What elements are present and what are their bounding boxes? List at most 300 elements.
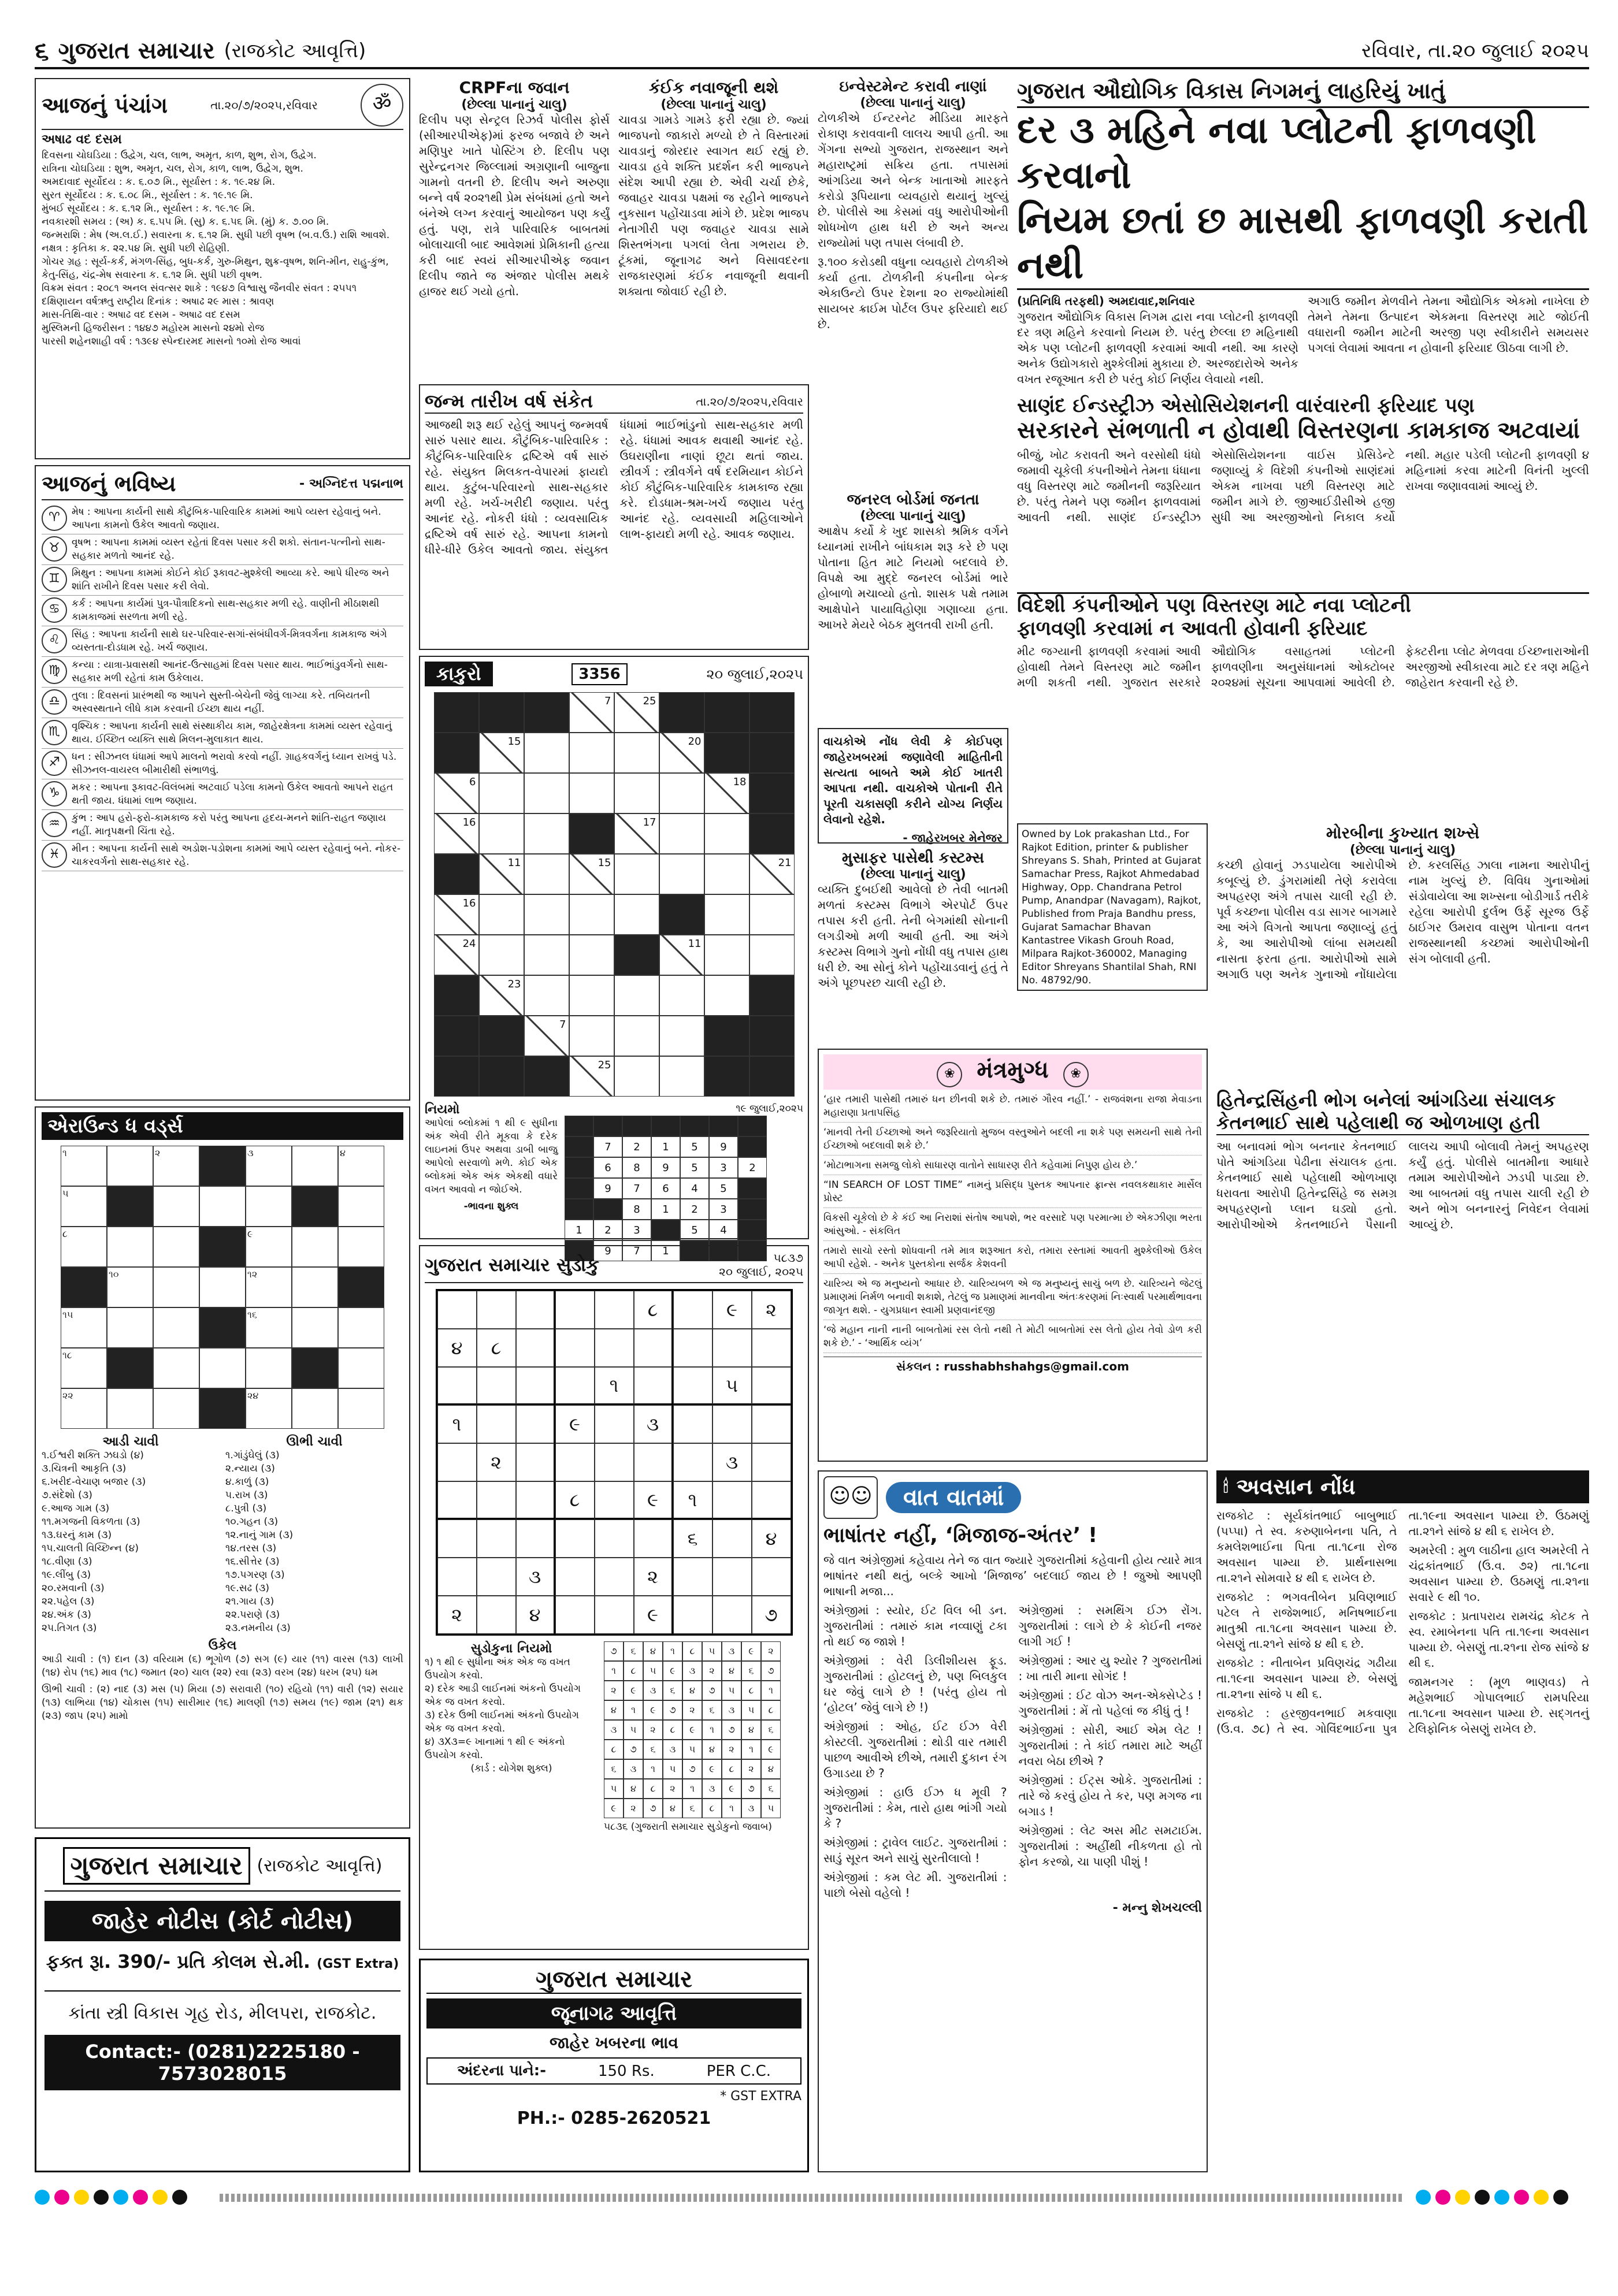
kakuro-block <box>614 935 659 975</box>
across-clue: ૨૦.રમવાની (૩) <box>42 1582 105 1594</box>
morbi-text: કચ્છી હોવાનું ઝડપાયેલા આરોપીએ કબૂલ્યું છે. ડુંગરામાંથી તેણે કરાવેલા અપહરણ અંગે તપાસ ચાલી રહી છે. પૂર્વ કચ્છના પોલીસ વડા સાગર બાગમારે આ અંગે વિગતો આપતા જણાવ્યું હતું કે, આ આરોપીઓ લાંબા સમયથી નાસતા ફરતા હતા. આરોપીઓ સામે અગાઉ પણ અનેક ગુનાઓ નોંધાયેલા છે. કરલસિંહ ઝાલા નામના આરોપીનું નામ ખુલ્યું છે. વિવિધ ગુનાઓમાં સંડોવાયેલા આ શખ્સના બોડીગાર્ડ તરીકે રહેલા આરોપી દુર્લભ ઉર્ફે સૂરજ ઉર્ફે ઠાઈગર ઉમરાવ વાસુભ પોતાના વતન રાજસ્થાનથી કચ્છમાં આરોપીઓની સંગ બોલાવી હતી. <box>1216 858 1589 981</box>
sudoku-cell <box>712 1329 752 1367</box>
sudoku-answer-cell: ૪ <box>663 1799 682 1818</box>
sudoku-answer-cell: ૭ <box>741 1779 761 1799</box>
kakuro-block <box>704 733 749 773</box>
kakuro-date: ૨૦ જુલાઈ,૨૦૨૫ <box>706 666 803 682</box>
rashi-icon: ♏ <box>42 720 67 745</box>
candle-icon: 🕯 <box>1223 1477 1229 1497</box>
kakuro-answer-block <box>565 1199 593 1220</box>
rashi-icon: ♎ <box>42 689 67 715</box>
vaat-dialog: અંગ્રેજીમાં : લેટ અસ મીટ સમટાઈમ. ગુજરાતીમાં : અહીંથી નીકળતા હો તો ફોન કરજો, ચા પાણી પીશું ! <box>1018 1823 1202 1868</box>
panchang-tithi: અષાઢ વદ દસમ <box>42 132 122 147</box>
kakuro-block <box>659 692 704 733</box>
lead-headline-1: દર ૩ મહિને નવા પ્લોટની ફાળવણી કરવાનો <box>1017 109 1537 197</box>
rashi-text: ધન : સીઝનલ ધંધામાં આપે માલનો ભરાવો કરવો નહીં. ગ્રાહકવર્ગનું ધ્યાન રાખવું પડે. સીઝનલ-વાયરલ બીમારીથી સંભાળવું. <box>72 751 397 776</box>
registration-dot <box>1416 2190 1431 2205</box>
kakuro-block <box>749 773 795 813</box>
sudoku-answer-cell: ૧ <box>722 1799 741 1818</box>
musafar-title: મુસાફર પાસેથી કસ્ટમ્સ <box>841 849 985 867</box>
sudoku-answer-cell: ૪ <box>702 1740 722 1759</box>
kakuro-cell <box>524 733 569 773</box>
sudoku-answer-cell: ૨ <box>722 1740 741 1759</box>
rashi-icon: ♐ <box>42 751 67 776</box>
ad-notice-title: જાહેર નોટીસ (કોર્ટ નોટીસ) <box>44 1901 400 1941</box>
sudoku-answer-cell: ૪ <box>722 1661 741 1681</box>
sudoku-cell <box>516 1291 555 1329</box>
kakuro-answer-cell: 1 <box>565 1220 593 1240</box>
registration-marks-right <box>1416 2190 1589 2207</box>
sudoku-cell <box>437 1367 477 1405</box>
vaat-dialog: અંગ્રેજીમાં : આર યુ શ્યોર ? ગુજરાતીમાં : ખા તારી માના સોગંદ ! <box>1018 1654 1202 1683</box>
kakuro-answer-block <box>738 1116 767 1136</box>
sudoku-cell <box>595 1519 634 1558</box>
rashi-row <box>42 718 403 749</box>
kakuro-clue: 11 <box>479 854 524 894</box>
edition-label: (રાજકોટ આવૃત્તિ) <box>224 39 366 62</box>
across-clue: ૭.સંદેશો (૩) <box>42 1489 92 1501</box>
sudoku-cell: ૯ <box>634 1596 673 1634</box>
court-notice-ad <box>35 1837 410 2172</box>
lead-kicker: ગુજરાત ઔદ્યોગિક વિકાસ નિગમનું લાહરિયું ખાતું <box>1017 78 1589 108</box>
ad-edition: (રાજકોટ આવૃત્તિ) <box>257 1856 383 1876</box>
rashi-row <box>42 534 403 565</box>
rashi-icon: ♍ <box>42 659 67 684</box>
kakuro-cell <box>479 813 524 854</box>
sudoku-cell <box>712 1558 752 1596</box>
crossword-cell <box>199 1348 246 1388</box>
sudoku-answer-cell: ૮ <box>682 1641 702 1661</box>
sudoku-answer-cell: ૨ <box>643 1720 663 1740</box>
janma-title: જન્મ તારીખ વર્ષ સંકેત <box>425 390 593 412</box>
crossword-cell <box>292 1227 338 1267</box>
sudoku-rules <box>425 1656 598 1762</box>
vaat-title: વાત વાતમાં <box>886 1482 1021 1513</box>
mantra-item: તમારો સાચો રસ્તો શોધવાની તમે માત્ર શરૂઆત કરો, તમારા રસ્તામાં આવતી મુશ્કેલીઓ ઉકેલ આપી રહેશે. - અનેક પુસ્તકોના સર્જક કેશવની <box>823 1244 1202 1274</box>
rashi-row <box>42 657 403 688</box>
mantra-item: “IN SEARCH OF LOST TIME” નામનું પ્રસિદ્ધ પુસ્તક આપનાર ફ્રાન્સ નવલકથાકાર માર્સેલ પ્રોસ્ટ <box>823 1179 1202 1208</box>
crossword-cell: ૧૫ <box>61 1307 107 1348</box>
sudoku-cell <box>555 1291 595 1329</box>
crossword-block <box>199 1388 246 1429</box>
avsan-entry: જામનગર : (મૂળ ભાણવડ) તે મહેશભાઈ ગોપાલભાઈ રામપરિયા તા.૧૮ના અવસાન પામ્યા છે. સદ્ગતનું ટેલિફોનિક બેસણું રાખેલ છે. <box>1408 1675 1589 1736</box>
rashi-row <box>42 596 403 626</box>
kakuro-answer-cell: 5 <box>709 1178 738 1199</box>
kakuro-answer-cell: 9 <box>593 1240 622 1261</box>
avsan-title: અવસાન નોંધ <box>1236 1474 1356 1499</box>
panchang-line: દિવસના ચોઘડિયા : ઉદ્વેગ, ચલ, લાભ, અમૃત, કાળ, શુભ, રોગ, ઉદ્વેગ. <box>42 150 317 161</box>
sudoku-answer-cell: ૭ <box>604 1641 624 1661</box>
crossword-cell <box>153 1227 199 1267</box>
kakuro-block <box>524 1056 569 1097</box>
crossword-cell: ૩ <box>246 1146 292 1186</box>
kakuro-cell <box>614 975 659 1016</box>
kakuro-cell <box>659 975 704 1016</box>
rashi-icon: ♌ <box>42 628 67 653</box>
panchang-line: નક્ષત્ર : કૃતિકા ક. ૨૨.૫૪ મિ. સુધી પછી રોહિણી. <box>42 243 230 254</box>
hitendra-text: આ બનાવમાં ભોગ બનનાર કેતનભાઈ પોતે આંગડિયા પેઢીના સંચાલક હતા. કેતનભાઈ સાથે પહેલાથી ઓળખાણ ધરાવતા આરોપી હિતેન્દ્રસિંહે જ સમગ્ર અપહરણનો પ્લાન ઘડ્યો હતો. આરોપીઓએ કેતનભાઈને પૈસાની લાલચ આપી બોલાવી તેમનું અપહરણ કર્યું હતું. પોલીસે બાતમીના આધારે તમામ આરોપીઓને ઝડપી પાડ્યા છે. આ બાબતમાં વધુ તપાસ ચાલી રહી છે અને ભોગ બનનારનું નિવેદન લેવામાં આવ્યું છે. <box>1216 1139 1589 1231</box>
panchang-line: મુંબઈ સૂર્યોદય : ક. ૬.૧૨ મિ., સૂર્યાસ્ત : ક. ૧૯.૧૯ મિ. <box>42 203 255 214</box>
kakuro-block <box>434 975 479 1016</box>
kakuro-answer-cell: 7 <box>622 1240 651 1261</box>
sudoku-answer-cell: ૮ <box>643 1779 663 1799</box>
sudoku-cell: ૯ <box>712 1291 752 1329</box>
crossword-block <box>292 1186 338 1227</box>
avsan-list <box>1216 1508 1589 1738</box>
sudoku-answer-cell: ૪ <box>643 1641 663 1661</box>
morbi-story <box>1216 823 1589 1083</box>
kakuro-answer-cell: 9 <box>593 1178 622 1199</box>
notice-sign: - જાહેરખબર મેનેજર <box>903 831 1003 845</box>
sudoku-number: ૫૮૩૭ <box>773 1251 803 1265</box>
down-clue: ૫.રાખ (૩) <box>225 1489 268 1501</box>
sudoku-answer-cell: ૩ <box>741 1799 761 1818</box>
sudoku-cell <box>516 1367 555 1405</box>
crossword-cell: ૫ <box>61 1186 107 1227</box>
sudoku-grid <box>436 1289 793 1636</box>
sudoku-answer-cell: ૧ <box>702 1720 722 1740</box>
panchang-line: વિક્રમ સંવત : ૨૦૮૧ અનલ સંવત્સર શાકે : ૧૯૪૭ વિશ્વાસુ જૈનવીર સંવત : ૨૫૫૧ <box>42 283 357 294</box>
sudoku-answer-cell: ૯ <box>741 1641 761 1661</box>
down-clue: ૨૧.ગાય (૩) <box>225 1596 274 1607</box>
lead-byline: (પ્રતિનિધિ તરફથી) <box>1017 294 1104 308</box>
vaat-dialog: અંગ્રેજીમાં : સોરી, આઈ એમ લેટ ! ગુજરાતીમાં : તે કાંઈ તમારા માટે અહીં નવરા બેઠા છીએ ? <box>1018 1723 1202 1768</box>
ad-rate: ફક્ત રૂા. 390/- પ્રતિ કોલમ સે.મી. <box>46 1951 311 1972</box>
lead-text: ગુજરાત ઔદ્યોગિક વિકાસ નિગમ દ્વારા નવા પ્લોટની ફાળવણી દર ત્રણ મહિને કરવાનો નિયમ છે. પરંતુ છેલ્લા છ મહિનાથી એક પણ પ્લોટની ફાળવણી કરવામાં આવી નથી. આ કારણે અનેક ઉદ્યોગકારો મુશ્કેલીમાં મુકાયા છે. અરજદારોએ અનેક વખત રજૂઆત કરી છે પરંતુ કોઈ નિર્ણય લેવાયો નથી. <box>1017 310 1298 386</box>
sudoku-rule: ૪) ૩X૩=૯ ખાનામાં ૧ થી ૯ અંકનો ઉપયોગ કરવો. <box>425 1736 565 1761</box>
kakuro-author: -ભાવના શુક્લ <box>463 1201 519 1212</box>
kakuro-cell <box>479 773 524 813</box>
kakuro-answer-cell: 5 <box>680 1136 709 1157</box>
crossword-cell <box>338 1348 384 1388</box>
videsh-headline-2: ફાળવણી કરવામાં ન આવતી હોવાની ફરિયાદ <box>1017 617 1368 640</box>
sudoku-answer-cell: ૯ <box>663 1661 682 1681</box>
avsan-entry: રાજકોટ : ભગવતીબેન પ્રવિણભાઈ પટેલ તે રાજેશભાઈ, મનિષભાઈના માતુશ્રી તા.૧૮ના અવસાન પામ્યા છે. બેસણું તા.૨૧ને સાંજે ૪ થી ૬ છે. <box>1216 1590 1397 1651</box>
crossword-cell <box>153 1267 199 1307</box>
sudoku-answer-cell: ૬ <box>761 1779 781 1799</box>
sudoku-cell <box>673 1443 712 1481</box>
registration-dot <box>133 2190 148 2205</box>
kakuro-clue: 16 <box>434 813 479 854</box>
vaat-dialog: અંગ્રેજીમાં : સ્યોર, ઈટ વિલ બી ડન. ગુજરાતીમાં : તમારું કામ નવ્વાણું ટકા તો થઈ જ જાશે ! <box>823 1603 1007 1648</box>
crossword-block <box>199 1227 246 1267</box>
sudoku-cell <box>477 1519 516 1558</box>
kakuro-answer-cell: 9 <box>709 1136 738 1157</box>
crossword-cell: ૯ <box>246 1227 292 1267</box>
kakuro-answer-grid <box>565 1116 803 1261</box>
bhavishya-title: આજનું ભવિષ્ય <box>42 471 176 496</box>
sudoku-answer-cell: ૭ <box>643 1799 663 1818</box>
sudoku-cell <box>595 1558 634 1596</box>
avsan-entry: રાજકોટ : હરજીવનભાઈ મકવાણા (ઉ.વ. ૭૮) તે સ્વ. ગોવિંદભાઈના પુત્ર તા.૧૯ના અવસાન પામ્યા છે. ઉઠમણું તા.૨૧ને સાંજે ૪ થી ૬ રાખેલ છે. <box>1216 1509 1589 1736</box>
sudoku-answer-cell: ૯ <box>722 1779 741 1799</box>
vaat-dialog: અંગ્રેજીમાં : ઓહ, ઈટ ઈઝ વેરી કોસ્ટલી. ગુજરાતીમાં : થોડી વાર તમારી પાછળ આવીએ છીએ, તમારી દુકાન રંગ ઉગાડયા છે ? <box>823 1719 1007 1780</box>
ad-paper-name: ગુજરાત સમાચાર <box>63 1847 250 1885</box>
kakuro-cell <box>524 935 569 975</box>
sudoku-cell <box>437 1291 477 1329</box>
mantra-item: ‘મોટાભાગના સમજુ લોકો સાધારણ વાતોને સાધારણ રીતે કહેવામાં નિપુણ હોય છે.’ <box>823 1159 1202 1175</box>
sudoku-cell <box>555 1596 595 1634</box>
down-clue: ૧૬.સીત્તેર (૩) <box>225 1556 280 1567</box>
sudoku-author: (કાર્ડ : યોગેશ શુક્લ) <box>470 1763 552 1774</box>
sudoku-cell: ૧ <box>595 1367 634 1405</box>
kakuro-cell <box>659 773 704 813</box>
crossword-block <box>61 1267 107 1307</box>
kakuro-block <box>749 1016 795 1056</box>
sudoku-answer-cell: ૬ <box>643 1740 663 1759</box>
vaat-dialog: અંગ્રેજીમાં : ઈટ્સ ઓકે. ગુજરાતીમાં : તારે જે કરવું હોય તે કર, પણ મગજ ના બગાડ ! <box>1018 1773 1202 1818</box>
sudoku-answer-cell: ૯ <box>761 1740 781 1759</box>
kakuro-answer-block <box>565 1178 593 1199</box>
vaat-dialog: અંગ્રેજીમાં : વેરી ડિલીશીયસ ફૂડ. ગુજરાતીમાં : હોટલનું છે, પણ બિલકુલ ઘર જેવું લાગે છે ! (પરંતુ હોય તો ‘હોટલ’ જેવું લાગે છે !) <box>823 1654 1007 1714</box>
sudoku-cell <box>595 1443 634 1481</box>
sudoku-cell: ૭ <box>752 1596 791 1634</box>
sanand-headline-2: સરકારને સંભળાતી ન હોવાથી વિસ્તરણના કામકાજ અટવાયાં <box>1017 417 1580 444</box>
sudoku-cell <box>595 1405 634 1443</box>
kakuro-block <box>434 1056 479 1097</box>
sudoku-cell: ૧ <box>437 1405 477 1443</box>
sudoku-answer-cell: ૫ <box>682 1740 702 1759</box>
kakuro-cell <box>704 894 749 935</box>
kakuro-block <box>524 692 569 733</box>
kakuro-cell <box>614 773 659 813</box>
janma-box <box>419 384 809 650</box>
sudoku-cell <box>634 1329 673 1367</box>
down-clues <box>225 1449 403 1635</box>
kakuro-cell <box>659 1016 704 1056</box>
kakuro-answer-block <box>565 1116 593 1136</box>
sudoku-answer-cell: ૧ <box>604 1661 624 1681</box>
sudoku-cell <box>555 1367 595 1405</box>
crossword-cell <box>292 1267 338 1307</box>
sudoku-cell <box>712 1481 752 1519</box>
down-clue: ૧૭.પગરણ (૩) <box>225 1569 285 1581</box>
kakuro-clue: 25 <box>614 692 659 733</box>
kakuro-answer-cell: 2 <box>680 1199 709 1220</box>
kakuro-block <box>704 692 749 733</box>
sudoku-date: ૨૦ જુલાઈ, ૨૦૨૫ <box>719 1265 803 1279</box>
across-clue: ૨૪.અંક (૩) <box>42 1609 91 1621</box>
kakuro-answer-cell: 3 <box>709 1199 738 1220</box>
kakuro-answer-block <box>565 1136 593 1157</box>
sudoku-answer-cell: ૨ <box>741 1759 761 1779</box>
across-clue: ૧.ઈશ્વરી શક્તિ ઝઘડો (૪) <box>42 1450 144 1461</box>
avsan-entry: રાજકોટ : નીતાબેન પ્રવિણચંદ્ર ગઢીયા તા.૧૯ના અવસાન પામ્યા છે. બેસણું તા.૨૧ના સાંજે ૫ થી ૬. <box>1216 1656 1397 1701</box>
crossword-cell <box>199 1186 246 1227</box>
sudoku-answer-cell: ૫ <box>722 1681 741 1700</box>
sudoku-answer-cell: ૫ <box>761 1799 781 1818</box>
kakuro-clue: 25 <box>569 1056 614 1097</box>
kakuro-block <box>434 692 479 733</box>
lead-story <box>1017 78 1589 586</box>
mantra-title: મંત્રમુગ્ધ <box>977 1057 1049 1083</box>
kakuro-cell <box>749 894 795 935</box>
sudoku-answer-cell: ૪ <box>761 1759 781 1779</box>
kakuro-grid <box>434 692 795 1097</box>
panchang-line: દક્ષિણાયન વર્ષઋતુ રાષ્ટ્રીય દિનાંક : અષાઢ ૨૯ માસ : શ્રાવણ <box>42 296 274 307</box>
rashi-row <box>42 841 403 871</box>
sudoku-cell <box>673 1558 712 1596</box>
panchang-date: તા.૨૦/૭/૨૦૨૫,રવિવાર <box>210 98 318 112</box>
mantra-item: ‘જે મહાન નાની નાની બાબતોમાં રસ લેતો નથી તે મોટી બાબતોમાં રસ લેતો હોય તેવો ડોળ કરી શકે છે.’ - ‘આર્થિક વ્યંગ’ <box>823 1324 1202 1353</box>
across-clue: ૧૩.ઘરનું કામ (૩) <box>42 1529 112 1541</box>
sudoku-answer-cell: ૩ <box>682 1661 702 1681</box>
down-clue: ૧૯.સઢ (૩) <box>225 1582 270 1594</box>
jad-phone: PH.:- 0285-2620521 <box>517 2108 711 2128</box>
kakuro-answer-cell: 3 <box>709 1157 738 1178</box>
crpf-title: CRPFના જવાન <box>459 78 570 97</box>
rashi-icon: ♈ <box>42 506 67 531</box>
hitendra-headline-1: હિતેન્દ્રસિંહની ભોગ બનેલાં આંગડિયા સંચાલક <box>1216 1089 1556 1111</box>
down-clue: ૨.ન્યાય (૩) <box>225 1463 275 1474</box>
bottom-rule <box>220 2194 1404 2202</box>
lead-headline-2: નિયમ છતાં છ માસથી ફાળવણી કરાતી નથી <box>1017 198 1589 290</box>
lotus-icon-2: ❀ <box>1063 1062 1089 1087</box>
kakuro-cell <box>569 894 614 935</box>
bhavishya-list <box>42 504 403 871</box>
sudoku-answer-cell: ૬ <box>663 1681 682 1700</box>
sudoku-answer-cell: ૨ <box>761 1641 781 1661</box>
sudoku-cell: ૪ <box>516 1596 555 1634</box>
sudoku-answer-cell: ૩ <box>722 1641 741 1661</box>
crossword-cell: ૧ <box>61 1146 107 1186</box>
sudoku-cell <box>555 1558 595 1596</box>
sudoku-cell: ૪ <box>437 1329 477 1367</box>
rashi-text: વૃશ્ચિક : આપના કાર્યની સાથે સંસ્થાકીય કામ, જાહેરક્ષેત્રના કામમાં વ્યસ્ત રહેવાનું થાય. ઈચ્છિત વ્યક્તિ સાથે મિલન-મુલાકાત થાય. <box>72 720 392 745</box>
crossword-grid <box>61 1146 384 1429</box>
sudoku-answer-cell: ૧ <box>663 1641 682 1661</box>
sudoku-answer-cell: ૪ <box>624 1779 643 1799</box>
crossword-cell <box>153 1307 199 1348</box>
kakuro-block <box>749 975 795 1016</box>
across-clue: ૧૯.લીંબુ (૩) <box>42 1569 91 1581</box>
kakuro-block <box>749 733 795 773</box>
kakuro-block <box>434 854 479 894</box>
kakuro-cell <box>704 854 749 894</box>
rashi-icon: ♒ <box>42 812 67 837</box>
sudoku-cell <box>634 1367 673 1405</box>
paper-name: ગુજરાત સમાચાર <box>58 38 215 64</box>
sudoku-cell <box>516 1329 555 1367</box>
sudoku-answer-cell: ૯ <box>643 1700 663 1720</box>
crossword-cell <box>292 1388 338 1429</box>
sudoku-cell <box>712 1596 752 1634</box>
sudoku-answer-cell: ૩ <box>702 1779 722 1799</box>
kakuro-block <box>569 813 614 854</box>
sudoku-cell <box>712 1405 752 1443</box>
crossword-cell: ૨૨ <box>61 1388 107 1429</box>
crossword-cell: ૨ <box>153 1146 199 1186</box>
sudoku-answer-cell: ૮ <box>604 1740 624 1759</box>
kakuro-block <box>704 1016 749 1056</box>
sudoku-answer-cell: ૮ <box>624 1661 643 1681</box>
kakuro-block <box>434 733 479 773</box>
sudoku-cell <box>752 1481 791 1519</box>
rashi-text: કુંભ : આપ હરો-ફરો-કામકાજ કરો પરંતુ આપના હૃદય-મનને શાંતિ-રાહત જણાય નહીં. માતૃપક્ષની ચિંતા રહે. <box>72 812 387 837</box>
crossword-cell: ૨૪ <box>246 1388 292 1429</box>
crossword-answer-title: ઉકેલ <box>208 1639 237 1653</box>
sudoku-cell: ૨ <box>477 1443 516 1481</box>
janral-sub: (છેલ્લા પાનાનું ચાલુ) <box>860 509 966 523</box>
down-clue: ૪.કાળું (૩) <box>225 1476 269 1488</box>
panchang-line: રાત્રિના ચોઘડિયા : શુભ, અમૃત, ચલ, રોગ, કાળ, લાભ, ઉદ્વેગ, શુભ. <box>42 163 303 174</box>
sudoku-answer-cell: ૪ <box>741 1720 761 1740</box>
registration-marks-left <box>35 2190 208 2207</box>
sudoku-answer-cell: ૧ <box>643 1759 663 1779</box>
musafar-sub: (છેલ્લા પાનાનું ચાલુ) <box>860 867 966 882</box>
sudoku-answer-cell: ૬ <box>624 1641 643 1661</box>
jad-unit: PER C.C. <box>706 2062 771 2080</box>
rashi-row <box>42 688 403 718</box>
kakuro-block <box>479 692 524 733</box>
sudoku-answer-cell: ૨ <box>663 1779 682 1799</box>
musafar-text: વ્યક્તિ દુબઈથી આવેલો છે તેવી બાતમી મળતાં કસ્ટમ્સ વિભાગે એરપોર્ટ ઉપર તપાસ કરી હતી. તેની બેગમાંથી સોનાની લગડીઓ મળી આવી હતી. આ અંગે કસ્ટમ્સ વિભાગે ગુનો નોંધી વધુ તપાસ હાથ ધરી છે. આ સોનું કોને પહોંચાડવાનું હતું તે અંગે પૂછપરછ ચાલી રહી છે. <box>818 882 1008 990</box>
sudoku-cell <box>477 1558 516 1596</box>
kakuro-cell <box>479 894 524 935</box>
sudoku-answer-cell: ૨ <box>702 1661 722 1681</box>
jad-rate-title: જાહેર ખબરના ભાવ <box>550 2033 678 2052</box>
sudoku-cell <box>516 1481 555 1519</box>
kakuro-answer-block <box>651 1220 680 1240</box>
kakuro-cell <box>524 854 569 894</box>
across-clue: ૯.આજ ગામ (૩) <box>42 1503 110 1514</box>
kakuro-clue: 7 <box>524 1016 569 1056</box>
sudoku-answer-cell: ૯ <box>604 1799 624 1818</box>
investment-text: ટોળકીએ ઈન્ટરનેટ મીડિયા મારફતે રોકાણ કરાવવાની લાલચ આપી હતી. આ ગેંગના સભ્યો ગુજરાત, રાજસ્થાન અને મહારાષ્ટ્રમાં સક્રિય હતા. તપાસમાં આંગડિયા અને બેન્ક ખાતાઓ મારફતે કરોડો રૂપિયાના વ્યવહારો થયાનું ખુલ્યું છે. પોલીસે આ કેસમાં વધુ આરોપીઓની શોધખોળ હાથ ધરી છે અને અન્ય રાજ્યોમાં પણ તપાસ લંબાવી છે. <box>818 111 1008 250</box>
sudoku-cell <box>437 1481 477 1519</box>
kakuro-rules: આપેલાં બ્લોકમાં ૧ થી ૯ સુધીના અંક એવી રીતે મૂકવા કે દરેક લાઇનમાં ઉપર અથવા ડાબી બાજુ આપેલો સરવાળો મળે. કોઈ એક બ્લોકમાં એક અંક એકથી વધારે વખત આવવો ન જોઈએ. <box>425 1117 558 1195</box>
kakuro-cell <box>569 773 614 813</box>
crossword-cell <box>338 1227 384 1267</box>
sudoku-cell <box>634 1519 673 1558</box>
vaat-dialog: અંગ્રેજીમાં : હાઉ ઈઝ ધ મૂવી ? ગુજરાતીમાં : કેમ, તારો હાથ ભાંગી ગયો કે ? <box>823 1785 1007 1830</box>
sudoku-answer-cell: ૬ <box>604 1759 624 1779</box>
ad-contact: Contact:- (0281)2225180 - 7573028015 <box>44 2035 400 2090</box>
sudoku-answer-cell: ૩ <box>722 1700 741 1720</box>
crossword-cell <box>199 1267 246 1307</box>
crossword-cell <box>107 1388 153 1429</box>
kakuro-cell <box>524 894 569 935</box>
crossword-cell <box>246 1348 292 1388</box>
sudoku-answer-cell: ૨ <box>624 1799 643 1818</box>
sudoku-cell: ૩ <box>634 1405 673 1443</box>
registration-dot <box>1553 2190 1568 2205</box>
janral-text: આક્ષેપ કર્યો કે ખુદ શાસકો શ્રમિક વર્ગને ધ્યાનમાં રાખીને બાંધકામ શરૂ કરે છે પણ પોતાના હિત માટે નિયમો બદલાવે છે. વિપક્ષે આ મુદ્દે જનરલ બોર્ડમાં ભારે હોબાળો મચાવ્યો હતો. શાસક પક્ષે તમામ આક્ષેપોને પાયાવિહોણા ગણાવ્યા હતા. આખરે મેયરે બેઠક મુલતવી રાખી હતી. <box>818 524 1008 631</box>
sudoku-answer-caption: ૫૮૩૬ (ગુજરાતી સમાચાર સુડોકુનો જવાબ) <box>604 1821 773 1833</box>
kakuro-block <box>479 1056 524 1097</box>
kakuro-clue: 16 <box>434 894 479 935</box>
kakuro-answer-cell: 5 <box>680 1157 709 1178</box>
sudoku-cell <box>477 1291 516 1329</box>
kakuro-cell <box>524 773 569 813</box>
across-clue: ૩.ચિત્રની આકૃતિ (૩) <box>42 1463 127 1474</box>
sudoku-answer-cell: ૭ <box>702 1681 722 1700</box>
kakuro-clue: 18 <box>704 773 749 813</box>
sudoku-cell: ૨ <box>437 1596 477 1634</box>
investment-story <box>818 78 1008 482</box>
across-clue: ૨૫.તિગત (૩) <box>42 1622 97 1634</box>
crpf-story <box>419 78 610 378</box>
janral-title: જનરલ બોર્ડમાં જનતા <box>847 491 979 508</box>
panchang-line: અમદાવાદ સૂર્યોદય : ક. ૬.૦૭ મિ., સૂર્યાસ્ત : ક. ૧૯.૨૪ મિ. <box>42 176 276 188</box>
kakuro-cell <box>569 935 614 975</box>
kakuro-cell <box>704 975 749 1016</box>
crossword-block <box>199 1307 246 1348</box>
crossword-cell: ૧૨ <box>246 1267 292 1307</box>
avsan-box <box>1216 1470 1589 2172</box>
mantra-list <box>823 1093 1202 1353</box>
down-clue: ૧.ગાંડુંઘેલું (૩) <box>225 1450 280 1461</box>
